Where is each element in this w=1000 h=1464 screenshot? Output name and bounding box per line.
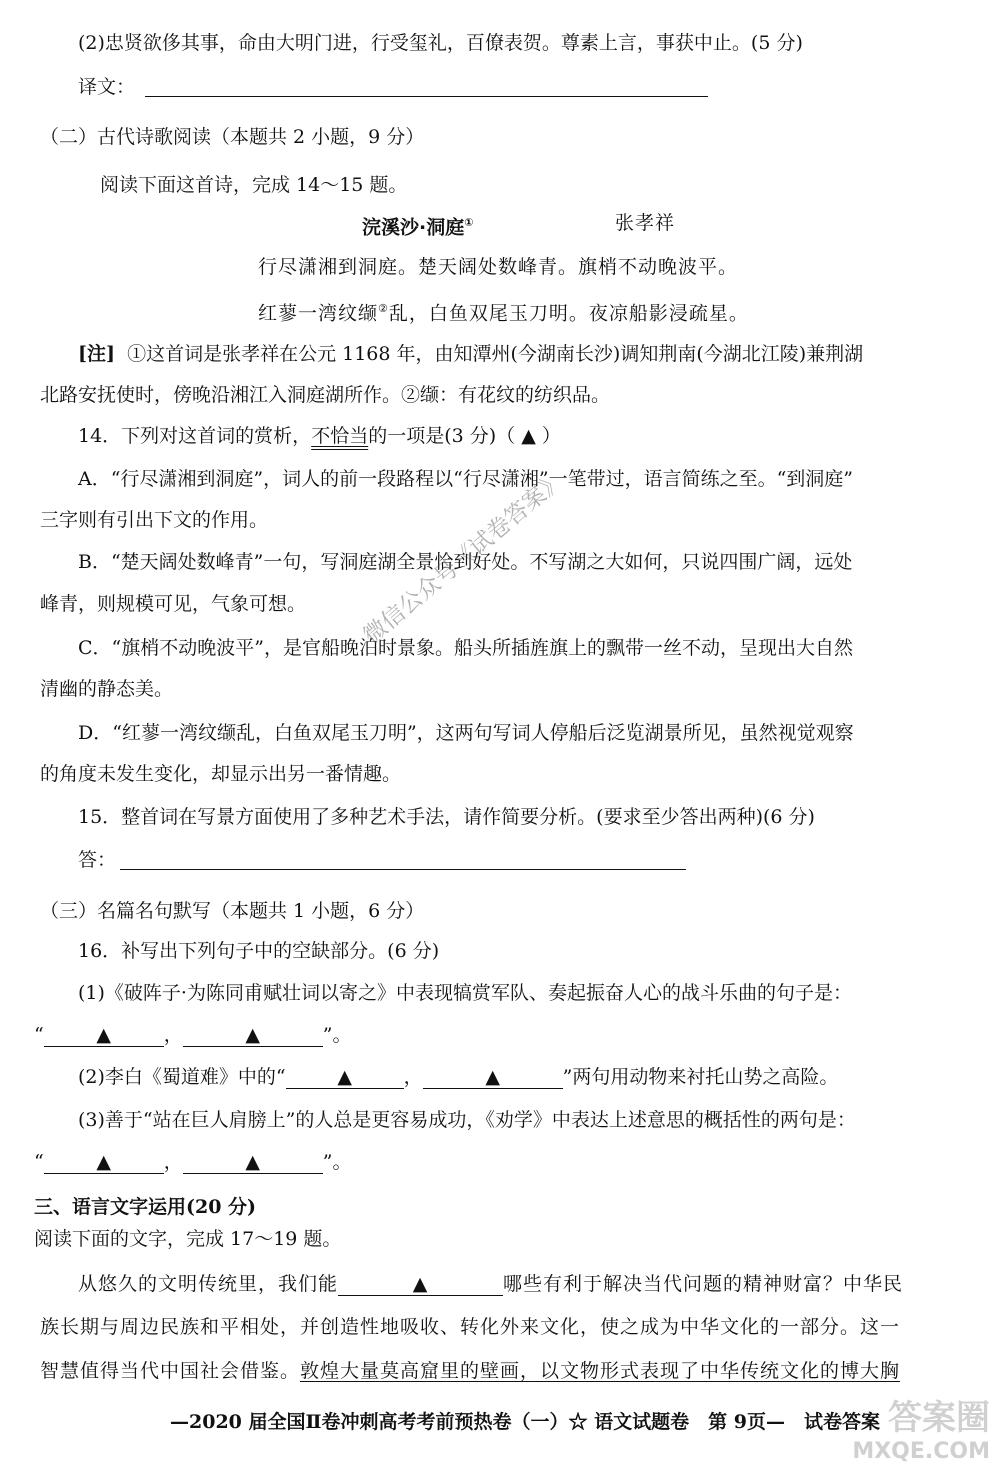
q16-3-blank-a[interactable]: ▲ (44, 1151, 164, 1174)
poem-note-line-2: 北路安抚使时，傍晚沿湘江入洞庭湖所作。②缬：有花纹的纺织品。 (40, 384, 611, 406)
q13-2-answer-label: 译文： (78, 76, 136, 98)
poem-title-text: 浣溪沙·洞庭 (362, 216, 465, 239)
q14-option-a-2: 三字则有引出下文的作用。 (40, 509, 269, 531)
open-quote: “ (34, 1151, 44, 1173)
poem-line-2a: 红蓼一湾纹缬 (258, 302, 379, 325)
q15-answer-label: 答： (78, 849, 117, 871)
passage-line-3 (40, 1359, 900, 1383)
passage-3a: 智慧值得当代中国社会借鉴。 (40, 1360, 301, 1382)
poem-line-2b: 乱，白鱼双尾玉刀明。夜凉船影浸疏星。 (388, 302, 749, 325)
q17-blank[interactable]: ▲ (338, 1273, 503, 1296)
part-3-heading: 三、语言文字运用(20 分) (34, 1196, 257, 1218)
part-3-intro: 阅读下面的文字，完成 17～19 题。 (34, 1228, 342, 1250)
note-text-1: ①这首词是张孝祥在公元 1168 年，由知潭州(今湖南长沙)调知荆南(今湖北江陵)兼荆湖 (127, 343, 864, 365)
poem-note-mark-1: ① (464, 216, 474, 229)
poem-intro: 阅读下面这首诗，完成 14～15 题。 (100, 174, 408, 196)
close-quote: ”。 (322, 1151, 352, 1173)
poem-note-mark-2: ② (378, 302, 389, 315)
q16-blank-row-3 (34, 1150, 351, 1174)
q14-stem (78, 424, 561, 448)
q16-1-blank-a[interactable]: ▲ (44, 1024, 164, 1047)
page-footer: —2020 届全国Ⅱ卷冲刺高考考前预热卷（一）☆ 语文试题卷 第 9页— 试卷答案 (170, 1411, 880, 1433)
comma: ， (403, 1066, 423, 1088)
poem-line-1: 行尽潇湘到洞庭。楚天阔处数峰青。旗梢不动晚波平。 (258, 256, 739, 278)
q16-1-blank-b[interactable]: ▲ (183, 1024, 323, 1047)
poem-author: 张孝祥 (615, 212, 676, 234)
passage-1b: 哪些有利于解决当代问题的精神财富？中华民 (503, 1273, 904, 1295)
q14-stem-emphasis: 不恰当 (311, 425, 369, 447)
q16-stem: 16．补写出下列句子中的空缺部分。(6 分) (78, 940, 440, 962)
passage-line-2: 族长期与周边民族和平相处，并创造性地吸收、转化外来文化，使之成为中华文化的一部分。这一 (40, 1316, 901, 1338)
passage-3b-underlined: 敦煌大量莫高窟里的壁画，以文物形式表现了中华传统文化的博大胸 (300, 1360, 901, 1382)
section-2-heading: （二）古代诗歌阅读（本题共 2 小题，9 分） (40, 126, 425, 148)
q16-2-blank-b[interactable]: ▲ (423, 1066, 563, 1089)
corner-logo-url: MXQE.COM (852, 1439, 990, 1464)
q15-stem: 15．整首词在写景方面使用了多种艺术手法，请作简要分析。(要求至少答出两种)(6 分) (78, 806, 815, 828)
q16-blank-row-1 (34, 1023, 351, 1047)
comma: ， (163, 1024, 183, 1046)
close-quote: ”。 (322, 1024, 352, 1046)
q15-answer-line[interactable] (120, 849, 686, 870)
poem-line-2 (258, 297, 749, 325)
comma: ， (163, 1151, 183, 1173)
q16-sentence-1: (1)《破阵子·为陈同甫赋壮词以寄之》中表现犒赏军队、奏起振奋人心的战斗乐曲的句子是： (78, 982, 852, 1004)
q14-option-d-2: 的角度未发生变化，却显示出另一番情趣。 (40, 763, 402, 785)
q16-2-blank-a[interactable]: ▲ (286, 1066, 404, 1089)
q14-option-a-1: A．“行尽潇湘到洞庭”，词人的前一段路程以“行尽潇湘”一笔带过，语言简练之至。“到洞庭” (78, 468, 854, 490)
q16-sentence-3: (3)善于“站在巨人肩膀上”的人总是更容易成功，《劝学》中表达上述意思的概括性的两句是： (78, 1109, 856, 1131)
poem-note-line-1 (78, 342, 863, 366)
section-3-heading: （三）名篇名句默写（本题共 1 小题，6 分） (40, 900, 425, 922)
note-label: [注] (78, 343, 115, 365)
q14-stem-c: 的一项是(3 分)（ ▲ ） (368, 425, 561, 447)
poem-title (362, 211, 474, 239)
q13-2-text: (2)忠贤欲侈其事，命由大明门进，行受玺礼，百僚表贺。尊素上言，事获中止。(5 分) (78, 32, 803, 54)
q16-2-text-a: (2)李白《蜀道难》中的“ (78, 1066, 286, 1088)
corner-logo-brand: 答案圈 (888, 1398, 990, 1438)
q14-option-c-2: 清幽的静态美。 (40, 678, 174, 700)
q16-sentence-2 (78, 1065, 838, 1089)
q16-2-text-b: ”两句用动物来衬托山势之高险。 (562, 1066, 839, 1088)
q14-stem-a: 14．下列对这首词的赏析， (78, 425, 312, 447)
q14-option-c-1: C．“旗梢不动晚波平”，是官船晚泊时景象。船头所插旌旗上的飘带一丝不动，呈现出大自然 (78, 637, 853, 659)
passage-line-1 (78, 1272, 903, 1296)
q14-option-b-2: 峰青，则规模可见，气象可想。 (40, 593, 307, 615)
passage-1a: 从悠久的文明传统里，我们能 (78, 1273, 339, 1295)
q13-2-answer-line[interactable] (145, 76, 708, 97)
corner-logo (810, 1390, 990, 1464)
q14-option-d-1: D．“红蓼一湾纹缬乱，白鱼双尾玉刀明”，这两句写词人停船后泛览湖景所见，虽然视觉观察 (78, 722, 854, 744)
open-quote: “ (34, 1024, 44, 1046)
watermark-text: 微信公众号《试卷答案》 (358, 466, 570, 650)
q14-option-b-1: B．“楚天阔处数峰青”一句，写洞庭湖全景恰到好处。不写湖之大如何，只说四围广阔，远处 (78, 551, 853, 573)
q16-3-blank-b[interactable]: ▲ (183, 1151, 323, 1174)
